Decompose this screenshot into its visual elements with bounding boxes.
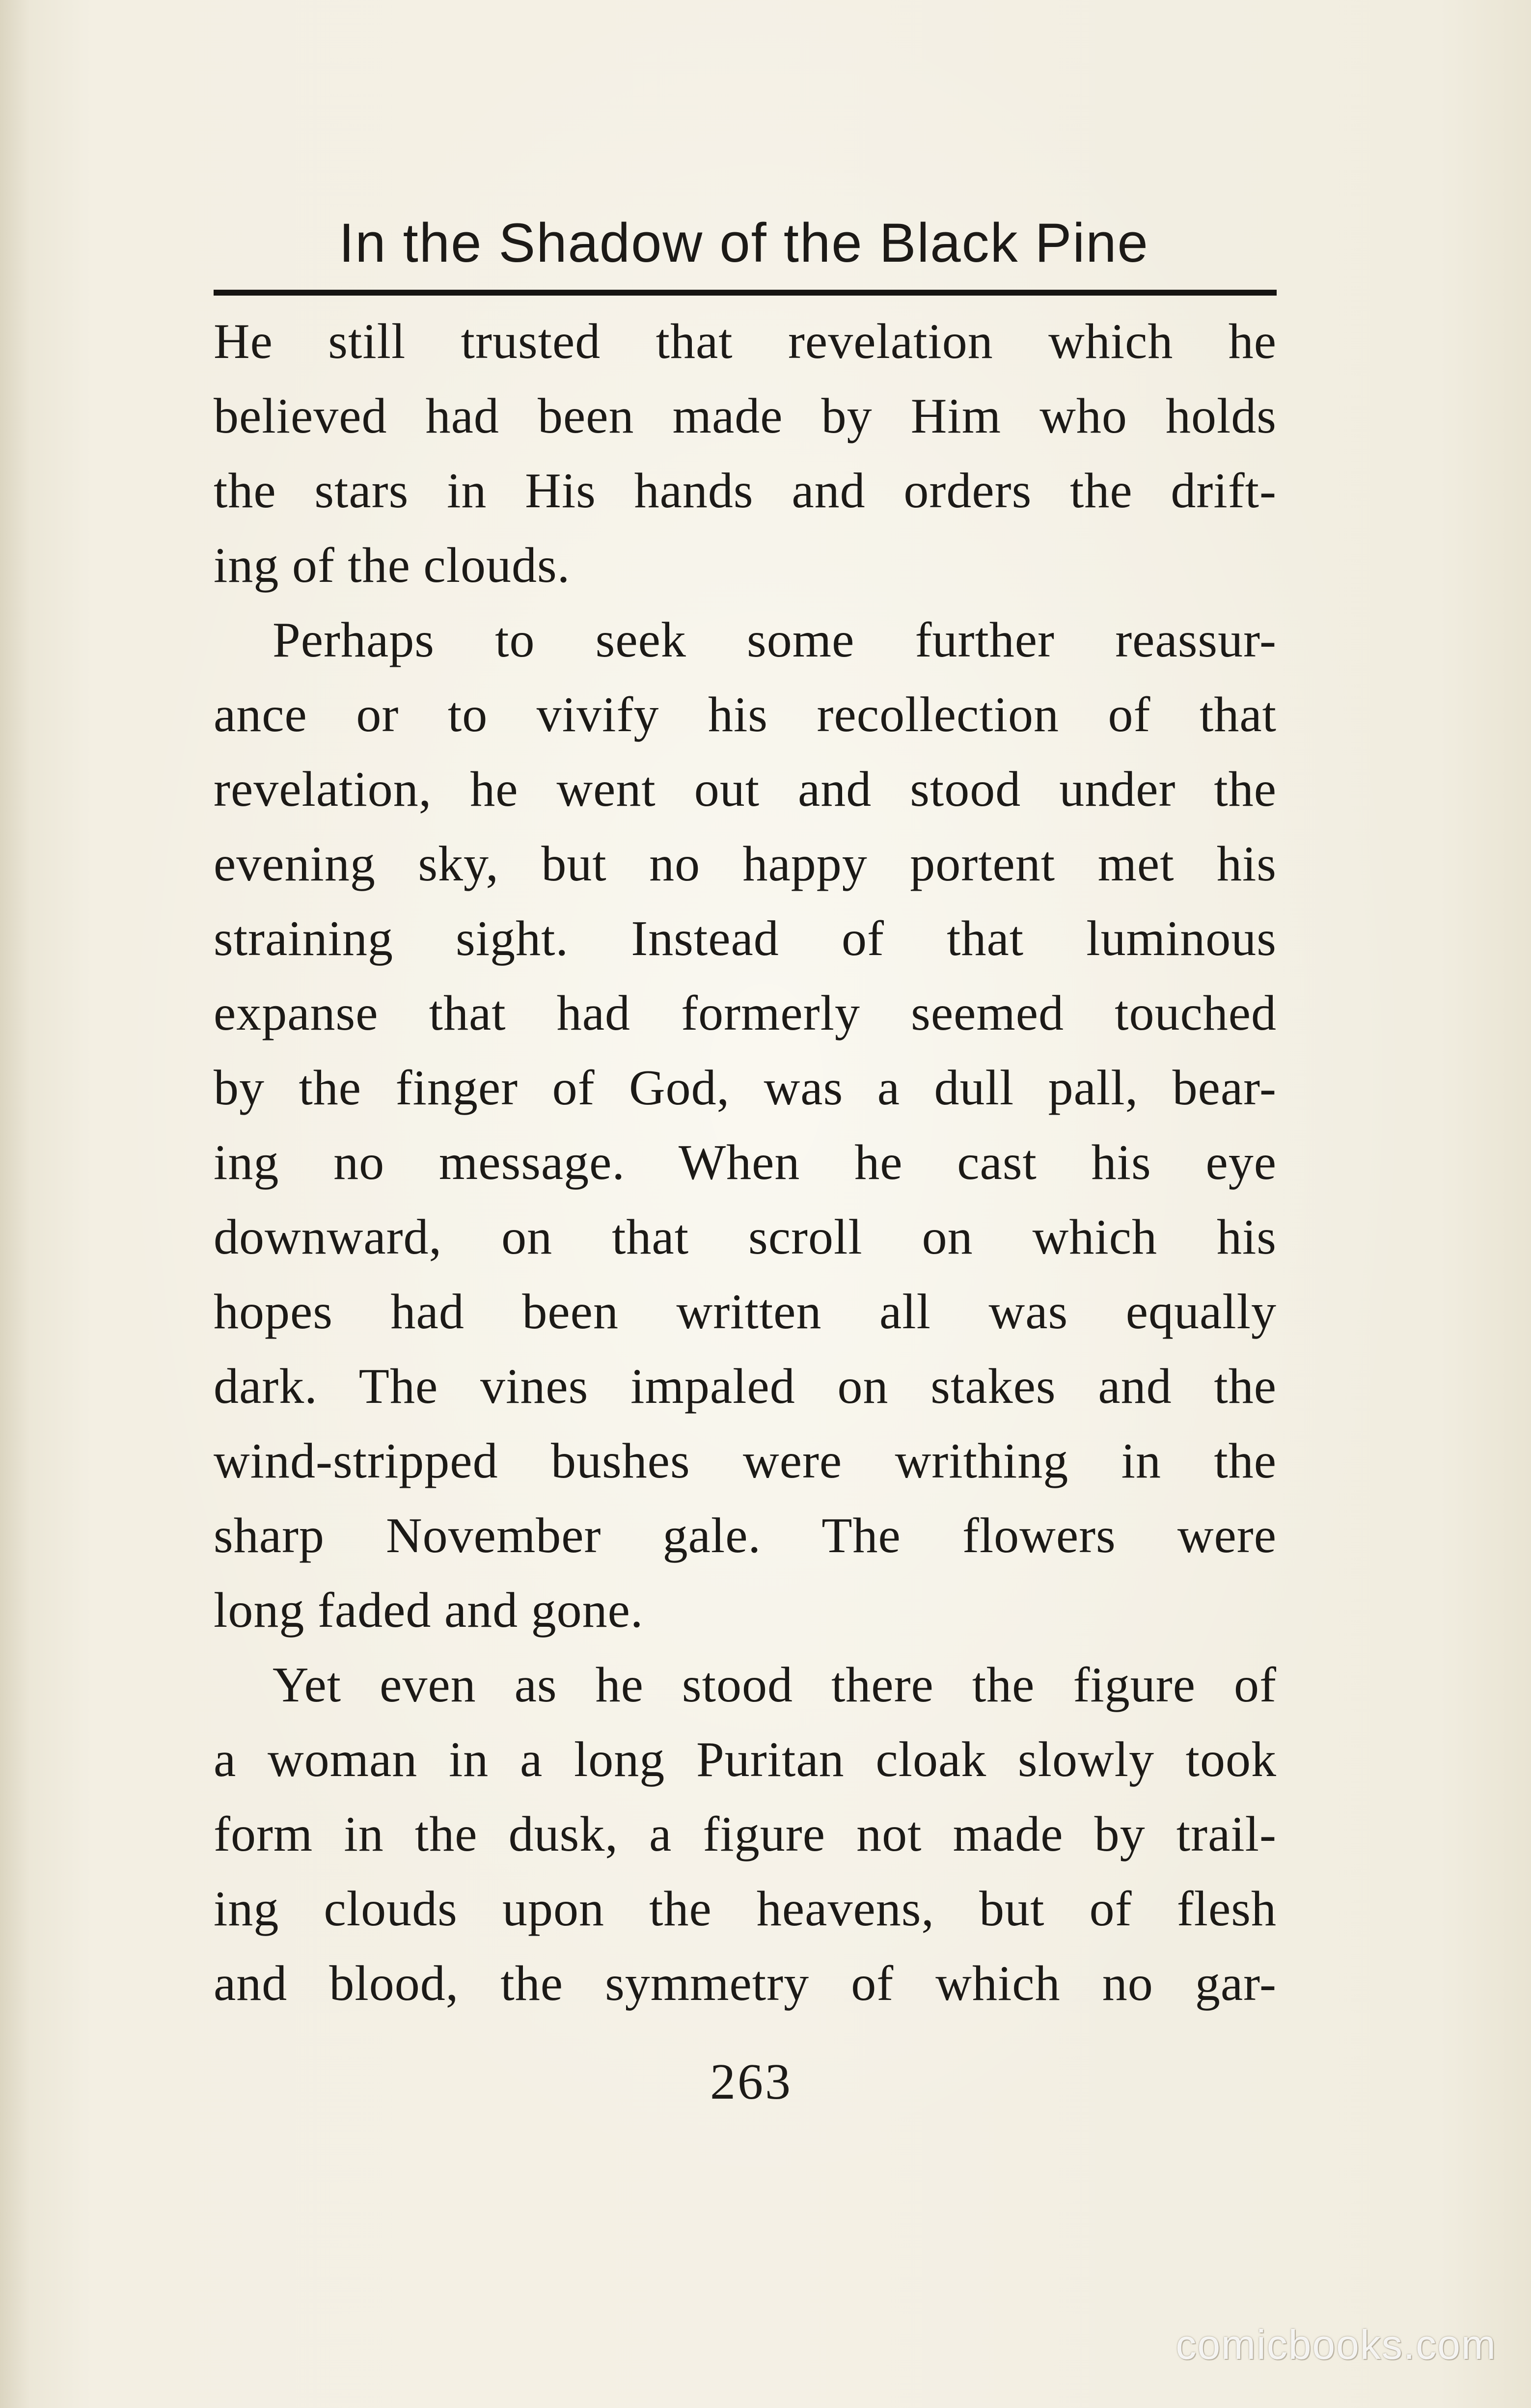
text-line: ing clouds upon the heavens, but of flesh bbox=[214, 1881, 1277, 1937]
text-line: Yet even as he stood there the figure of bbox=[273, 1657, 1277, 1713]
text-line: sharp November gale. The flowers were bbox=[214, 1508, 1277, 1563]
page-edge-shadow bbox=[0, 0, 29, 2408]
text-line: believed had been made by Him who holds bbox=[214, 388, 1277, 444]
text-line: wind-stripped bushes were writhing in the bbox=[214, 1433, 1277, 1489]
text-line: a woman in a long Puritan cloak slowly took bbox=[214, 1732, 1277, 1787]
text-line: revelation, he went out and stood under the bbox=[214, 762, 1277, 817]
body-text bbox=[214, 304, 1277, 2052]
text-line: form in the dusk, a figure not made by trail- bbox=[214, 1806, 1277, 1862]
text-line: evening sky, but no happy portent met his bbox=[214, 836, 1277, 892]
text-line: long faded and gone. bbox=[214, 1583, 644, 1638]
watermark: comicbooks.com bbox=[1176, 2322, 1497, 2368]
running-head: In the Shadow of the Black Pine bbox=[339, 212, 1149, 274]
text-line: downward, on that scroll on which his bbox=[214, 1209, 1277, 1265]
page-number: 263 bbox=[710, 2053, 793, 2110]
text-line: ing of the clouds. bbox=[214, 538, 571, 593]
text-line: and blood, the symmetry of which no gar- bbox=[214, 1956, 1277, 2011]
header-rule bbox=[214, 290, 1277, 296]
text-line: He still trusted that revelation which he bbox=[214, 314, 1277, 369]
text-line: ing no message. When he cast his eye bbox=[214, 1135, 1277, 1190]
text-line: the stars in His hands and orders the drift- bbox=[214, 463, 1277, 519]
text-line: Perhaps to seek some further reassur- bbox=[273, 612, 1277, 668]
text-line: by the finger of God, was a dull pall, bear- bbox=[214, 1060, 1277, 1116]
text-line: dark. The vines impaled on stakes and the bbox=[214, 1359, 1277, 1414]
text-line: hopes had been written all was equally bbox=[214, 1284, 1277, 1340]
text-line: expanse that had formerly seemed touched bbox=[214, 985, 1277, 1041]
text-line: straining sight. Instead of that luminous bbox=[214, 911, 1277, 966]
text-line: ance or to vivify his recollection of that bbox=[214, 687, 1277, 742]
